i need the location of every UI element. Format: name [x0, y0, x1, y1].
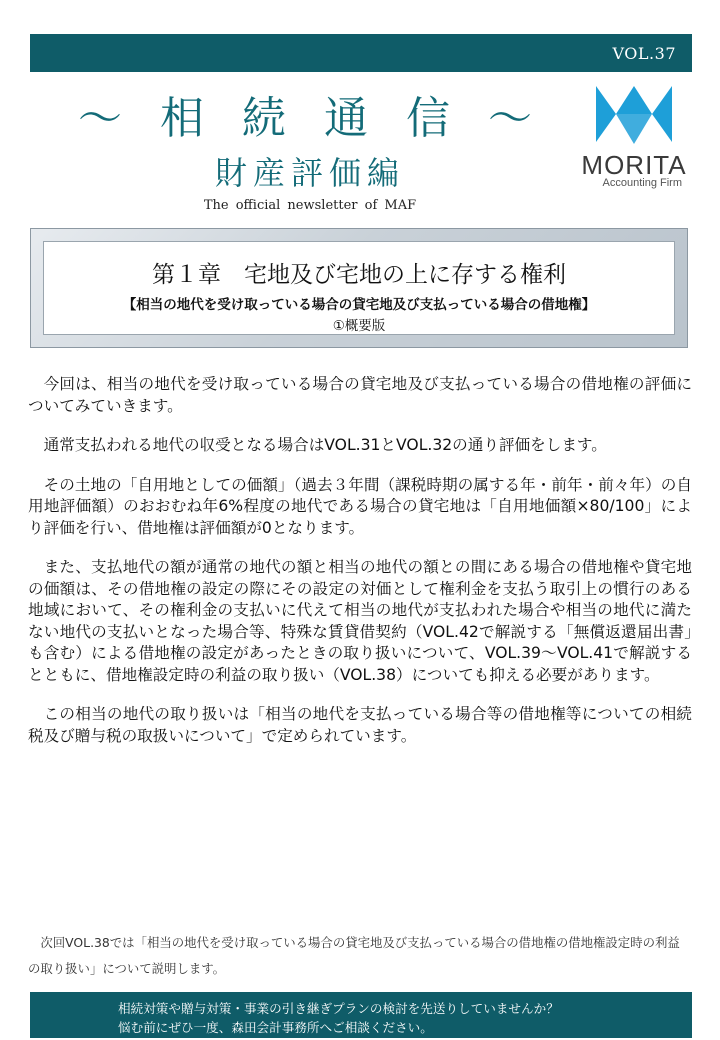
paragraph: また、支払地代の額が通常の地代の額と相当の地代の額との間にある場合の借地権や貸宅地の価額は、その借地権の設定の際にその設定の対価として権利金を支払う取引上の慣行のある地域において、その権利金の支払いに代えて相当の地代が支払われた場合や相当の地代に満たない地代の支払いとなった場合等、特殊な賃貸借契約（VOL.42で解説する「無償返還届出書」も含む）による借地権の設定があったときの取り扱いについて、VOL.39～VOL.41で解説するとともに、借地権設定時の利益の取り扱い（VOL.38）についても抑える必要があります。: [28, 558, 692, 684]
paragraph: 今回は、相当の地代を受け取っている場合の貸宅地及び支払っている場合の借地権の評価についてみていきます。: [28, 375, 692, 415]
newsletter-title: ～ 相 続 通 信 ～: [78, 93, 544, 144]
footer-bar: [30, 992, 692, 1038]
chapter-banner-inner: [43, 241, 675, 335]
newsletter-subtitle: 財産評価編: [214, 154, 405, 192]
footer-line-2: 悩む前にぜひ一度、森田会計事務所へご相談ください。: [118, 1020, 433, 1035]
paragraph: この相当の地代の取り扱いは「相当の地代を支払っている場合等の借地権等についての相続税及び贈与税の取扱いについて」で定められています。: [28, 705, 692, 745]
morita-logo-icon: [594, 84, 674, 148]
paragraph: その土地の「自用地としての価額」（過去３年間（課税時期の属する年・前年・前々年）の自用地評価額）のおおむね年6%程度の地代である場合の貸宅地は「自用地価額×80/100」により評価を行い、借地権は評価額が0となります。: [28, 475, 692, 537]
morita-logo: [576, 84, 692, 192]
chapter-subtitle: 【相当の地代を受け取っている場合の貸宅地及び支払っている場合の借地権】: [122, 297, 596, 313]
article-body: [28, 374, 692, 765]
logo-subtitle: Accounting Firm: [602, 177, 682, 189]
paragraph: 通常支払われる地代の収受となる場合はVOL.31とVOL.32の通り評価をします。: [43, 436, 607, 454]
chapter-banner: [30, 228, 688, 348]
chapter-title: 第１章 宅地及び宅地の上に存する権利: [152, 262, 566, 288]
newsletter-tagline: The official newsletter of MAF: [203, 198, 417, 213]
logo-name: MORITA: [581, 150, 687, 180]
footer-line-1: 相続対策や贈与対策・事業の引き継ぎプランの検討を先送りしていませんか？: [118, 1001, 559, 1016]
chapter-note: ①概要版: [332, 318, 386, 334]
header-bar: [30, 34, 692, 72]
volume-number: VOL.37: [612, 44, 676, 63]
next-issue-note: 次回VOL.38では「相当の地代を受け取っている場合の貸宅地及び支払っている場合の借地権の借地権設定時の利益の取り扱い」について説明します。: [28, 935, 680, 976]
